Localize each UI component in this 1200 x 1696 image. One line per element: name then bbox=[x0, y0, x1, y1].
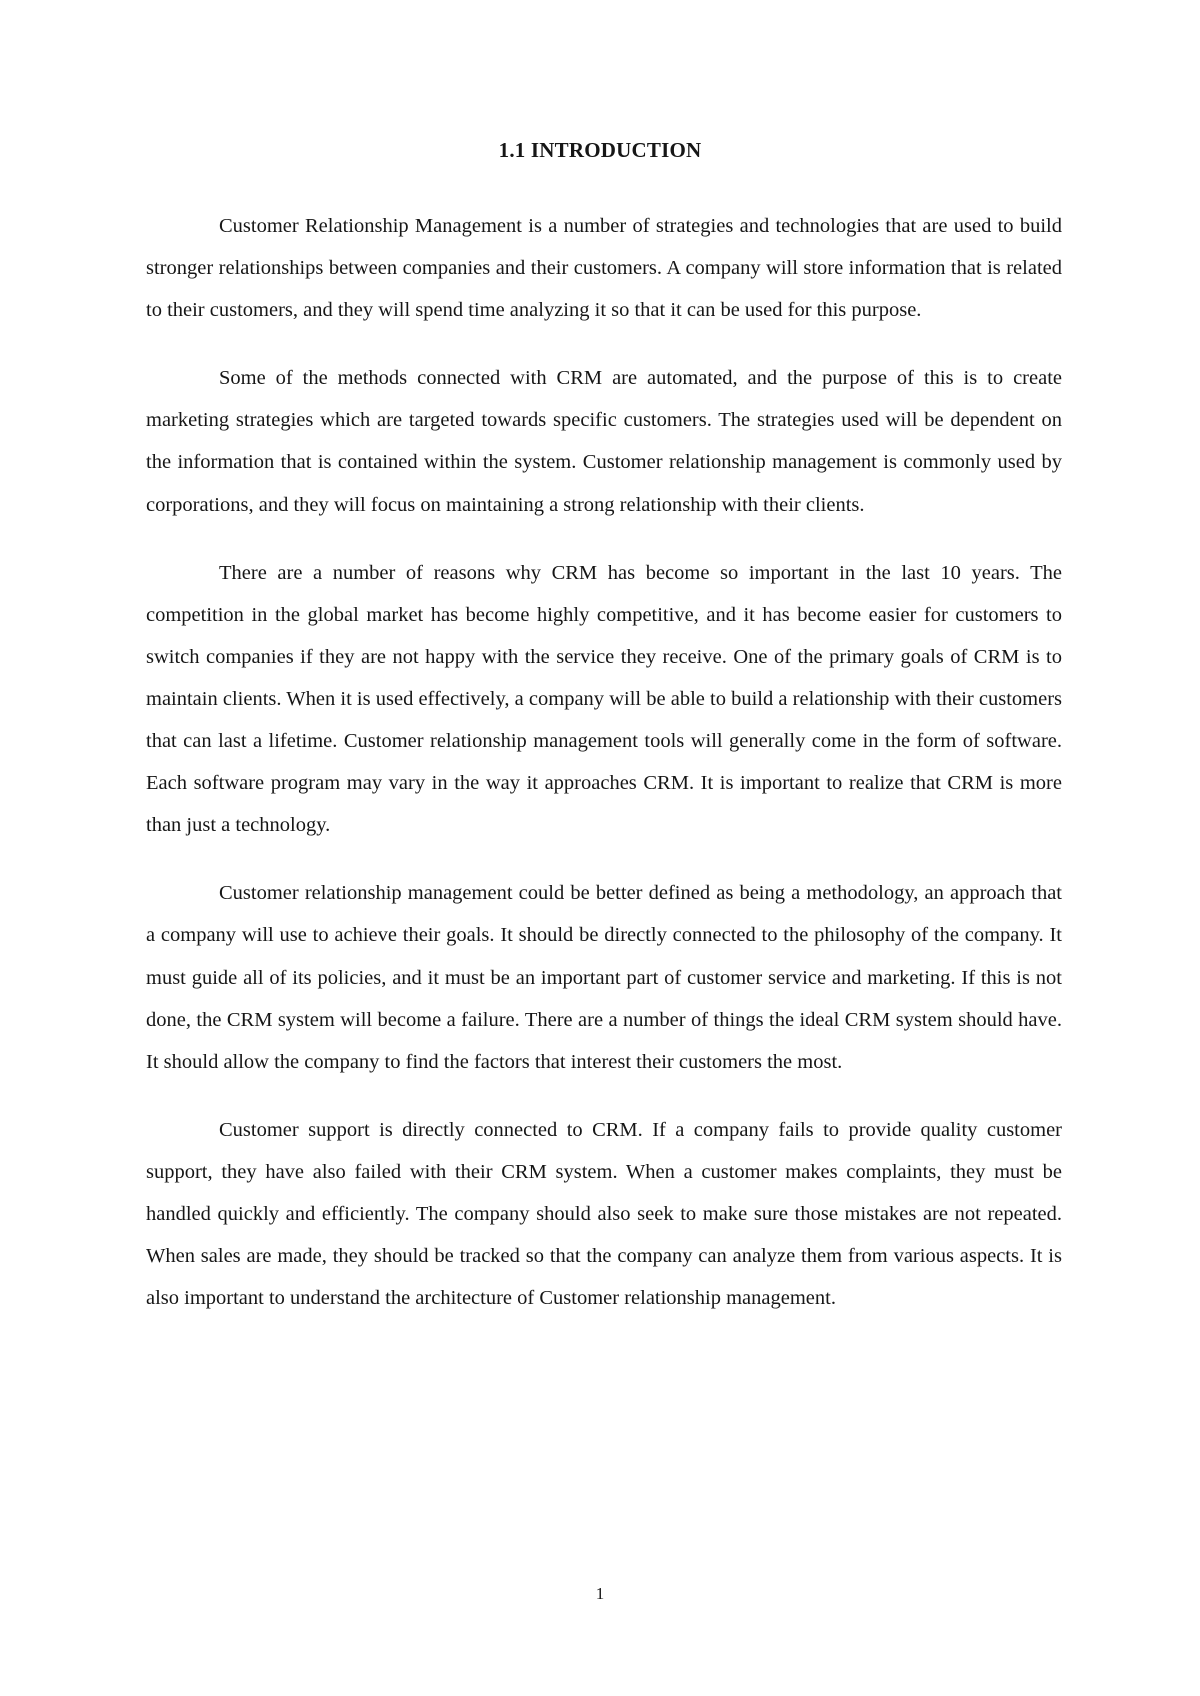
body-text bbox=[146, 205, 1062, 1345]
paragraph-4: Customer relationship management could be better defined as being a methodology, an approach that a company will use to achieve their goals. It should be directly connected to the philosophy of the company. It must guide all of its policies, and it must be an important part of customer service and marketing. If this is not done, the CRM system will become a failure. There are a number of things the ideal CRM system should have. It should allow the company to find the factors that interest their customers the most. bbox=[146, 882, 1062, 1073]
paragraph-5: Customer support is directly connected to CRM. If a company fails to provide quality customer support, they have also failed with their CRM system. When a customer makes complaints, they must be handled quickly and efficiently. The company should also seek to make sure those mistakes are not repeated. When sales are made, they should be tracked so that the company can analyze them from various aspects. It is also important to understand the architecture of Customer relationship management. bbox=[146, 1118, 1062, 1310]
paragraph-1: Customer Relationship Management is a number of strategies and technologies that are used to build stronger relationships between companies and their customers. A company will store information that is related to their customers, and they will spend time analyzing it so that it can be used for this purpose. bbox=[146, 215, 1062, 322]
paragraph-2: Some of the methods connected with CRM are automated, and the purpose of this is to create marketing strategies which are targeted towards specific customers. The strategies used will be dependent on the information that is contained within the system. Customer relationship management is commonly used by corporations, and they will focus on maintaining a strong relationship with their clients. bbox=[146, 367, 1062, 516]
section-heading: 1.1 INTRODUCTION bbox=[498, 138, 702, 162]
page-number: 1 bbox=[595, 1584, 605, 1603]
paragraph-3: There are a number of reasons why CRM has become so important in the last 10 years. The competition in the global market has become highly competitive, and it has become easier for customers to switch companies if they are not happy with the service they receive. One of the primary goals of CRM is to maintain clients. When it is used effectively, a company will be able to build a relationship with their customers that can last a lifetime. Customer relationship management tools will generally come in the form of software. Each software program may vary in the way it approaches CRM. It is important to realize that CRM is more than just a technology. bbox=[146, 561, 1062, 837]
